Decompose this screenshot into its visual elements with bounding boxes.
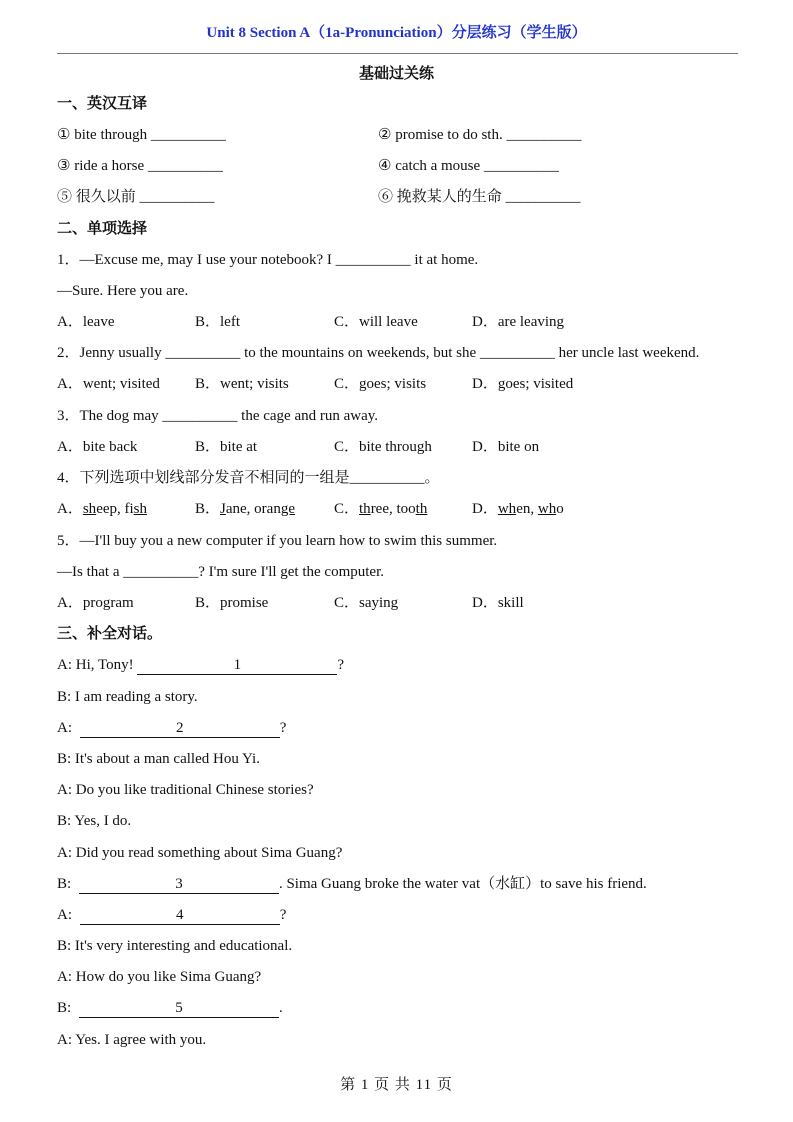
dialogue-blank-1[interactable]: 1 bbox=[137, 657, 337, 675]
page-title: Unit 8 Section A（1a-Pronunciation）分层练习（学生版） bbox=[206, 25, 587, 41]
dialogue-line-9: A: 4 ? bbox=[57, 907, 287, 923]
dialogue-line-3: A: 2 ? bbox=[57, 720, 287, 736]
q4-option-a: A．sheep, fish bbox=[57, 501, 148, 517]
q4-option-b: B．Jane, orange bbox=[195, 501, 295, 517]
q3-option-b: B．bite at bbox=[195, 439, 258, 455]
dialogue-line-4: B: It's about a man called Hou Yi. bbox=[57, 751, 260, 767]
q5-option-c: C．saying bbox=[334, 595, 399, 611]
dialogue-line-6: B: Yes, I do. bbox=[57, 813, 132, 829]
question-5-stem: 5．—I'll buy you a new computer if you learn how to swim this summer. bbox=[57, 533, 498, 549]
translation-item-2: ② promise to do sth. __________ bbox=[378, 127, 582, 143]
translation-item-4: ④ catch a mouse __________ bbox=[378, 158, 559, 174]
q3-option-a: A．bite back bbox=[57, 439, 138, 455]
q5-option-b: B．promise bbox=[195, 595, 269, 611]
q4-option-d: D．when, who bbox=[472, 501, 564, 517]
q1-option-d: D．are leaving bbox=[472, 314, 565, 330]
q2-option-d: D．goes; visited bbox=[472, 376, 574, 392]
dialogue-line-2: B: I am reading a story. bbox=[57, 689, 198, 705]
question-1-stem: 1．—Excuse me, may I use your notebook? I __________ it at home. bbox=[57, 252, 479, 268]
q3-option-d: D．bite on bbox=[472, 439, 540, 455]
q1-option-c: C．will leave bbox=[334, 314, 418, 330]
q2-option-b: B．went; visits bbox=[195, 376, 289, 392]
q4-option-c: C．three, tooth bbox=[334, 501, 428, 517]
section-2-heading: 二、单项选择 bbox=[57, 221, 148, 237]
q2-option-c: C．goes; visits bbox=[334, 376, 427, 392]
dialogue-blank-3[interactable]: 3 bbox=[79, 876, 279, 894]
question-3-stem: 3．The dog may __________ the cage and run away. bbox=[57, 408, 379, 424]
section-3-heading: 三、补全对话。 bbox=[57, 626, 163, 642]
dialogue-blank-5[interactable]: 5 bbox=[79, 1000, 279, 1018]
dialogue-blank-4[interactable]: 4 bbox=[80, 907, 280, 925]
dialogue-line-5: A: Do you like traditional Chinese stories? bbox=[57, 782, 314, 798]
q3-option-c: C．bite through bbox=[334, 439, 432, 455]
translation-item-1: ① bite through __________ bbox=[57, 127, 226, 143]
q5-option-d: D．skill bbox=[472, 595, 524, 611]
dialogue-line-13: A: Yes. I agree with you. bbox=[57, 1032, 207, 1048]
dialogue-line-11: A: How do you like Sima Guang? bbox=[57, 969, 262, 985]
header-divider bbox=[57, 53, 738, 54]
q5-option-a: A．program bbox=[57, 595, 134, 611]
page-number: 第 1 页 共 11 页 bbox=[340, 1077, 453, 1093]
translation-item-6: ⑥ 挽救某人的生命 __________ bbox=[378, 189, 581, 205]
dialogue-line-1: A: Hi, Tony! 1 ? bbox=[57, 657, 345, 673]
question-1-response: —Sure. Here you are. bbox=[57, 283, 189, 299]
dialogue-line-12: B: 5 . bbox=[57, 1000, 283, 1016]
question-2-stem: 2．Jenny usually __________ to the mountains on weekends, but she __________ her uncle last weekend. bbox=[57, 345, 700, 361]
question-5-response: —Is that a __________? I'm sure I'll get the computer. bbox=[57, 564, 384, 580]
translation-item-3: ③ ride a horse __________ bbox=[57, 158, 223, 174]
q2-option-a: A．went; visited bbox=[57, 376, 160, 392]
dialogue-line-8: B: 3 . Sima Guang broke the water vat（水缸）to save his friend. bbox=[57, 876, 647, 892]
dialogue-line-10: B: It's very interesting and educational. bbox=[57, 938, 293, 954]
dialogue-blank-2[interactable]: 2 bbox=[80, 720, 280, 738]
dialogue-line-7: A: Did you read something about Sima Guang? bbox=[57, 845, 343, 861]
question-4-stem: 4．下列选项中划线部分发音不相同的一组是__________。 bbox=[57, 470, 440, 486]
section-group-title: 基础过关练 bbox=[358, 66, 434, 82]
section-1-heading: 一、英汉互译 bbox=[57, 96, 148, 112]
q1-option-b: B．left bbox=[195, 314, 240, 330]
q1-option-a: A．leave bbox=[57, 314, 115, 330]
translation-item-5: ⑤ 很久以前 __________ bbox=[57, 189, 215, 205]
